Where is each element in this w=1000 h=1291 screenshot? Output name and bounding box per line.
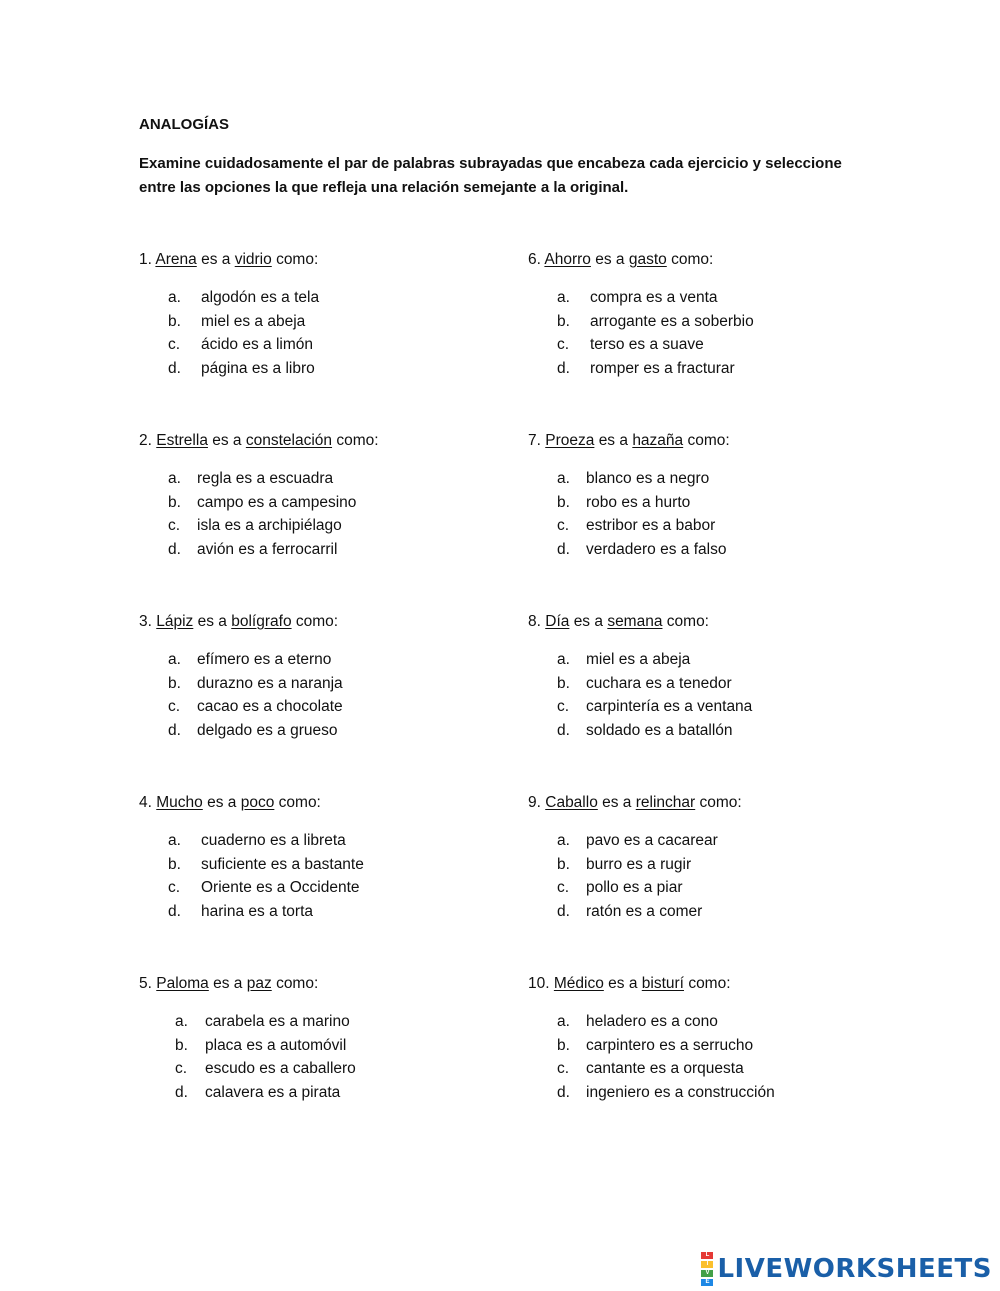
option-text: regla es a escuadra <box>197 470 334 487</box>
option-b[interactable] <box>168 491 499 515</box>
option-text: robo es a hurto <box>586 493 691 511</box>
option-b[interactable] <box>175 1034 499 1058</box>
option-letter: d. <box>557 721 570 739</box>
options-list <box>175 1010 499 1104</box>
logo-block-i: I <box>701 1261 713 1268</box>
underlined-word-1: Estrella <box>156 432 208 449</box>
question-1 <box>139 249 499 380</box>
question-number: 5. <box>139 975 152 992</box>
question-prompt <box>139 611 499 633</box>
option-a[interactable] <box>557 286 888 310</box>
option-text: harina es a torta <box>201 902 314 920</box>
option-text: pavo es a cacarear <box>586 832 718 849</box>
question-number: 4. <box>139 794 152 811</box>
question-prompt <box>139 973 499 995</box>
question-5 <box>139 973 499 1104</box>
options-list <box>168 286 499 380</box>
question-number: 8. <box>528 613 541 630</box>
option-text: algodón es a tela <box>201 289 320 306</box>
question-number: 2. <box>139 432 152 449</box>
prompt-tail: como: <box>276 251 319 268</box>
option-text: heladero es a cono <box>586 1013 718 1030</box>
underlined-word-2: constelación <box>245 432 333 449</box>
option-a[interactable] <box>168 286 499 310</box>
option-text: carabela es a marino <box>205 1013 350 1030</box>
option-letter: c. <box>168 698 181 716</box>
options-list <box>168 467 499 561</box>
option-letter: d. <box>557 359 570 377</box>
option-text: miel es a abeja <box>586 651 691 668</box>
logo-text: LIVEWORKSHEETS <box>717 1254 992 1284</box>
option-a[interactable] <box>557 1010 888 1034</box>
prompt-tail: como: <box>666 613 709 630</box>
underlined-word-2: hazaña <box>632 432 684 449</box>
prompt-tail: como: <box>699 794 742 811</box>
prompt-tail: como: <box>671 251 714 268</box>
option-letter: c. <box>168 517 181 535</box>
option-a[interactable] <box>557 829 888 853</box>
underlined-word-2: gasto <box>628 251 667 268</box>
option-text: burro es a rugir <box>586 855 692 873</box>
connector-text: es a <box>608 975 638 992</box>
option-b[interactable] <box>168 672 499 696</box>
question-3 <box>139 611 499 742</box>
question-number: 10. <box>528 975 550 992</box>
option-letter: b. <box>557 493 570 511</box>
option-a[interactable] <box>168 829 499 853</box>
option-text: escudo es a caballero <box>205 1060 356 1078</box>
option-d[interactable] <box>557 357 888 381</box>
option-b[interactable] <box>557 853 888 877</box>
option-text: cantante es a orquesta <box>586 1060 744 1078</box>
question-prompt <box>528 611 888 633</box>
option-text: miel es a abeja <box>201 312 306 330</box>
option-text: avión es a ferrocarril <box>197 540 338 558</box>
question-6 <box>528 249 888 380</box>
option-c[interactable] <box>557 514 888 538</box>
option-c[interactable] <box>168 876 499 900</box>
underlined-word-1: Día <box>545 613 570 630</box>
logo-block-l: L <box>701 1252 713 1259</box>
option-text: isla es a archipiélago <box>197 517 342 535</box>
option-text: compra es a venta <box>590 289 718 306</box>
option-text: calavera es a pirata <box>205 1083 341 1101</box>
option-letter: b. <box>557 674 570 692</box>
option-letter: a. <box>175 1013 188 1030</box>
question-prompt <box>139 249 499 271</box>
option-d[interactable] <box>557 538 888 562</box>
option-a[interactable] <box>557 648 888 672</box>
options-list <box>557 1010 888 1104</box>
option-text: delgado es a grueso <box>197 721 338 739</box>
question-prompt <box>528 430 888 452</box>
option-letter: b. <box>168 493 181 511</box>
option-letter: c. <box>557 879 570 897</box>
option-text: carpintero es a serrucho <box>586 1036 754 1054</box>
option-d[interactable] <box>168 900 499 924</box>
option-letter: d. <box>168 359 181 377</box>
underlined-word-2: semana <box>607 613 663 630</box>
question-prompt <box>528 792 888 814</box>
connector-text: es a <box>573 613 603 630</box>
option-d[interactable] <box>168 357 499 381</box>
option-letter: d. <box>175 1083 188 1101</box>
question-number: 7. <box>528 432 541 449</box>
underlined-word-2: vidrio <box>234 251 272 268</box>
question-9 <box>528 792 888 923</box>
option-b[interactable] <box>557 491 888 515</box>
option-text: página es a libro <box>201 359 315 377</box>
option-text: ácido es a limón <box>201 336 314 354</box>
option-c[interactable] <box>557 876 888 900</box>
option-letter: c. <box>557 517 570 535</box>
option-b[interactable] <box>557 672 888 696</box>
option-c[interactable] <box>175 1057 499 1081</box>
option-letter: c. <box>557 698 570 716</box>
options-list <box>168 648 499 742</box>
connector-text: es a <box>197 613 227 630</box>
option-d[interactable] <box>168 719 499 743</box>
liveworksheets-logo <box>701 1252 992 1286</box>
option-b[interactable] <box>168 310 499 334</box>
option-letter: d. <box>168 721 181 739</box>
option-text: verdadero es a falso <box>586 540 727 558</box>
question-10 <box>528 973 888 1104</box>
option-letter: d. <box>557 540 570 558</box>
option-letter: b. <box>557 855 570 873</box>
option-a[interactable] <box>168 467 499 491</box>
underlined-word-2: bolígrafo <box>231 613 292 630</box>
question-number: 1. <box>139 251 152 268</box>
option-text: cacao es a chocolate <box>197 698 343 716</box>
underlined-word-1: Paloma <box>156 975 209 992</box>
options-list <box>557 286 888 380</box>
option-d[interactable] <box>557 1081 888 1105</box>
question-prompt <box>139 792 499 814</box>
question-prompt <box>139 430 499 452</box>
question-number: 3. <box>139 613 152 630</box>
option-letter: a. <box>557 651 570 668</box>
connector-text: es a <box>598 432 628 449</box>
prompt-tail: como: <box>336 432 379 449</box>
prompt-tail: como: <box>688 975 731 992</box>
option-text: cuaderno es a libreta <box>201 832 346 849</box>
option-c[interactable] <box>557 1057 888 1081</box>
logo-block-e: E <box>701 1279 713 1286</box>
option-d[interactable] <box>168 538 499 562</box>
option-c[interactable] <box>168 514 499 538</box>
underlined-word-1: Mucho <box>156 794 203 811</box>
option-letter: a. <box>557 289 570 306</box>
connector-text: es a <box>595 251 625 268</box>
page-title: ANALOGÍAS <box>139 116 229 133</box>
option-letter: a. <box>168 289 181 306</box>
option-text: arrogante es a soberbio <box>590 312 754 330</box>
option-a[interactable] <box>557 467 888 491</box>
logo-icon <box>701 1251 713 1287</box>
option-text: carpintería es a ventana <box>586 698 753 716</box>
option-letter: b. <box>175 1036 188 1054</box>
option-letter: d. <box>557 902 570 920</box>
option-letter: b. <box>557 312 570 330</box>
prompt-tail: como: <box>276 975 319 992</box>
option-letter: b. <box>168 674 181 692</box>
option-text: Oriente es a Occidente <box>201 879 360 897</box>
option-text: pollo es a piar <box>586 879 683 897</box>
option-letter: d. <box>557 1083 570 1101</box>
option-b[interactable] <box>557 1034 888 1058</box>
option-text: soldado es a batallón <box>586 721 733 739</box>
option-c[interactable] <box>168 333 499 357</box>
question-prompt <box>528 973 888 995</box>
option-c[interactable] <box>168 695 499 719</box>
option-text: romper es a fracturar <box>590 359 735 377</box>
option-text: blanco es a negro <box>586 470 710 487</box>
question-number: 9. <box>528 794 541 811</box>
options-list <box>168 829 499 923</box>
option-text: estribor es a babor <box>586 517 716 535</box>
underlined-word-2: relinchar <box>635 794 696 811</box>
option-d[interactable] <box>557 719 888 743</box>
option-b[interactable] <box>557 310 888 334</box>
option-letter: c. <box>168 879 181 897</box>
underlined-word-2: paz <box>246 975 272 992</box>
option-letter: c. <box>557 1060 570 1078</box>
connector-text: es a <box>207 794 237 811</box>
prompt-tail: como: <box>295 613 339 630</box>
option-letter: a. <box>557 832 570 849</box>
underlined-word-1: Lápiz <box>156 613 194 630</box>
option-letter: b. <box>168 312 181 330</box>
option-letter: c. <box>557 336 570 354</box>
option-letter: c. <box>175 1060 188 1078</box>
connector-text: es a <box>602 794 632 811</box>
connector-text: es a <box>201 251 231 268</box>
underlined-word-2: bisturí <box>641 975 684 992</box>
option-d[interactable] <box>175 1081 499 1105</box>
prompt-tail: como: <box>687 432 730 449</box>
option-letter: b. <box>168 855 181 873</box>
option-letter: d. <box>168 540 181 558</box>
logo-block-v: V <box>701 1270 713 1277</box>
options-list <box>557 648 888 742</box>
option-text: durazno es a naranja <box>197 674 343 692</box>
underlined-word-1: Ahorro <box>544 251 591 268</box>
connector-text: es a <box>213 975 243 992</box>
option-d[interactable] <box>557 900 888 924</box>
option-letter: b. <box>557 1036 570 1054</box>
option-text: suficiente es a bastante <box>201 855 364 873</box>
underlined-word-1: Médico <box>553 975 604 992</box>
option-text: cuchara es a tenedor <box>586 674 732 692</box>
option-letter: a. <box>168 651 181 668</box>
underlined-word-2: poco <box>240 794 275 811</box>
underlined-word-1: Proeza <box>545 432 595 449</box>
question-7 <box>528 430 888 561</box>
option-letter: d. <box>168 902 181 920</box>
option-letter: a. <box>557 470 570 487</box>
option-text: efímero es a eterno <box>197 651 332 668</box>
option-letter: c. <box>168 336 181 354</box>
underlined-word-1: Arena <box>155 251 197 268</box>
option-c[interactable] <box>557 333 888 357</box>
question-prompt <box>528 249 888 271</box>
underlined-word-1: Caballo <box>545 794 598 811</box>
option-text: terso es a suave <box>590 336 704 354</box>
option-letter: a. <box>168 832 181 849</box>
instructions: Examine cuidadosamente el par de palabras subrayadas que encabeza cada ejercicio y seleccione entre las opciones la que refleja una relación semejante a la original. <box>139 155 842 196</box>
question-4 <box>139 792 499 923</box>
option-a[interactable] <box>175 1010 499 1034</box>
options-list <box>557 467 888 561</box>
question-number: 6. <box>528 251 541 268</box>
option-text: campo es a campesino <box>197 493 357 511</box>
option-text: ratón es a comer <box>586 902 703 920</box>
option-text: ingeniero es a construcción <box>586 1083 775 1101</box>
option-letter: a. <box>168 470 181 487</box>
option-a[interactable] <box>168 648 499 672</box>
prompt-tail: como: <box>278 794 321 811</box>
option-text: placa es a automóvil <box>205 1036 347 1054</box>
option-letter: a. <box>557 1013 570 1030</box>
question-8 <box>528 611 888 742</box>
options-list <box>557 829 888 923</box>
option-b[interactable] <box>168 853 499 877</box>
connector-text: es a <box>212 432 242 449</box>
question-2 <box>139 430 499 561</box>
option-c[interactable] <box>557 695 888 719</box>
